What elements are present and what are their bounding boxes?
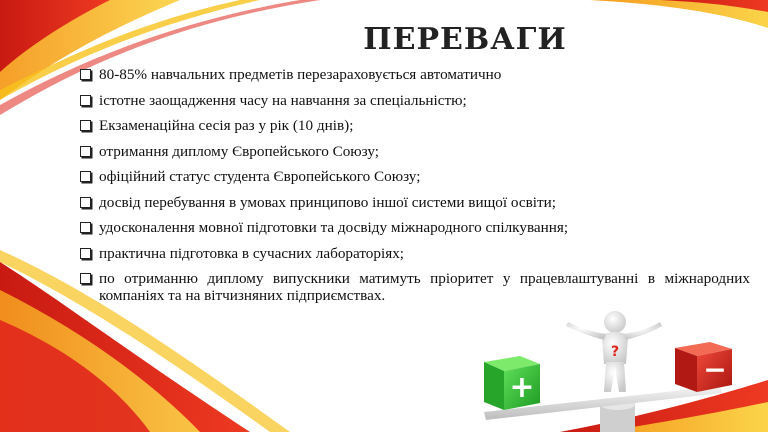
list-item-text: отримання диплому Європейського Союзу;: [99, 142, 379, 160]
list-item-text: по отриманню диплому випускники матимуть пріоритет у працевлаштуванні в міжнародних компаніях та на вітчизняних підприємствах.: [99, 270, 750, 304]
checkbox-bullet-icon: [80, 222, 91, 233]
list-item-text: істотне заощадження часу на навчання за спеціальністю;: [99, 91, 467, 109]
checkbox-bullet-icon: [80, 197, 91, 208]
list-item-text: 80-85% навчальних предметів перезараховується автоматично: [99, 66, 502, 83]
plus-symbol: +: [509, 370, 535, 405]
plus-cube-icon: [484, 356, 540, 410]
list-item: [78, 92, 750, 118]
list-item-text: офіційний статус студента Європейського Союзу;: [99, 168, 421, 185]
list-item: [78, 245, 750, 271]
checkbox-bullet-icon: [80, 273, 91, 284]
checkbox-bullet-icon: [80, 248, 91, 259]
person-figure-icon: [566, 311, 662, 392]
list-item: [78, 143, 750, 169]
checkbox-bullet-icon: [80, 69, 91, 80]
checkbox-bullet-icon: [80, 95, 91, 106]
list-item-text: удосконалення мовної підготовки та досвіду міжнародного спілкування;: [99, 219, 569, 236]
checkbox-bullet-icon: [80, 171, 91, 182]
list-item: [78, 168, 750, 194]
advantages-list: [78, 66, 750, 304]
list-item: [78, 117, 750, 143]
list-item: [78, 66, 750, 92]
list-item-text: практична підготовка в сучасних лабораторіях;: [99, 244, 405, 262]
checkbox-bullet-icon: [80, 120, 91, 131]
list-item: [78, 270, 750, 304]
minus-cube-icon: [675, 342, 732, 392]
slide-title: ПЕРЕВАГИ: [363, 22, 567, 57]
minus-symbol: −: [703, 353, 727, 386]
list-item-text: досвід перебування в умовах принципово іншої системи вищої освіти;: [99, 193, 556, 211]
checkbox-bullet-icon: [80, 146, 91, 157]
question-mark-icon: ?: [610, 344, 620, 360]
balance-scale-illustration: [470, 300, 768, 432]
list-item: [78, 219, 750, 245]
list-item: [78, 194, 750, 220]
list-item-text: Екзаменаційна сесія раз у рік (10 днів);: [99, 117, 354, 134]
